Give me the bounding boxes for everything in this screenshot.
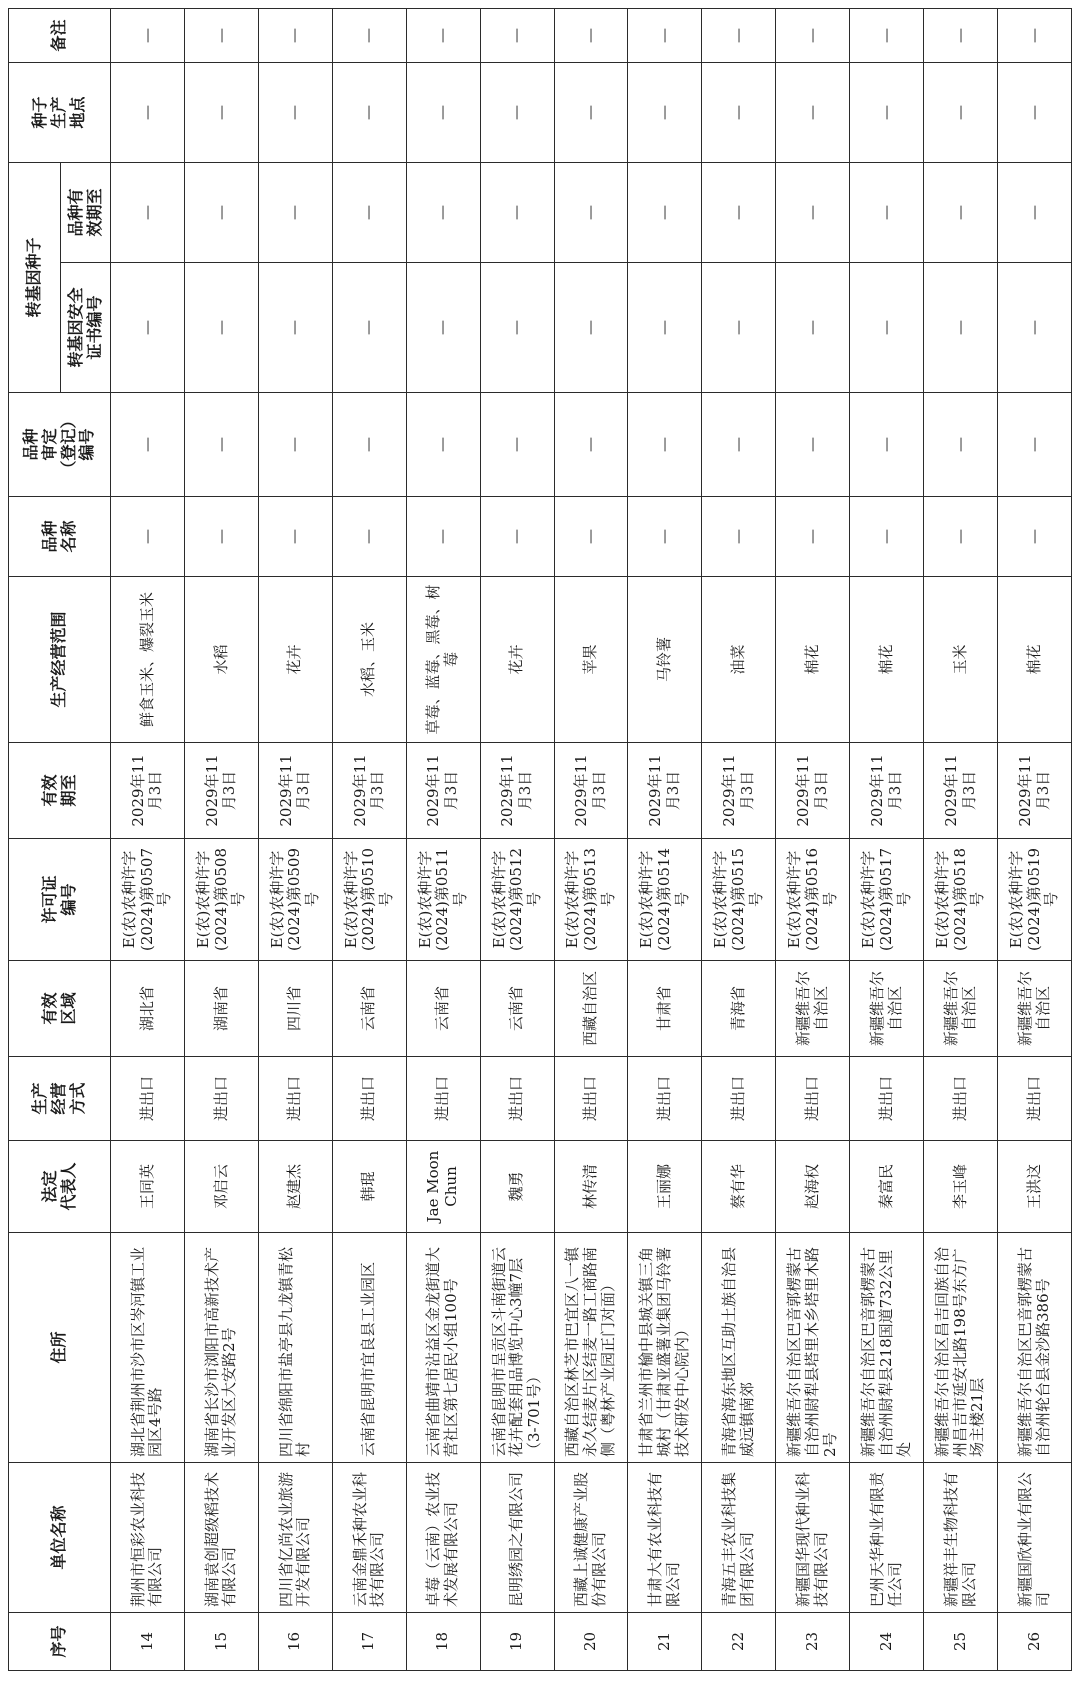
cell-variety-name: — <box>628 497 702 577</box>
cell-unit-name: 新疆国华现代种业科技有限公司 <box>776 1463 850 1613</box>
cell-validity: 2029年11月3日 <box>184 743 258 839</box>
cell-business-mode: 进出口 <box>850 1057 924 1141</box>
cell-unit-name: 西藏上诚健康产业股份有限公司 <box>554 1463 628 1613</box>
cell-valid-region: 云南省 <box>406 961 480 1057</box>
cell-address: 云南省曲靖市沾益区金龙街道大营社区第七居民小组100号 <box>406 1233 480 1463</box>
cell-legal-rep: Jae Moon Chun <box>406 1141 480 1233</box>
cell-legal-rep: 秦富民 <box>850 1141 924 1233</box>
cell-address: 云南省昆明市呈贡区斗南街道云花卉配套用品博览中心3幢7层（3-701号） <box>480 1233 554 1463</box>
cell-production-location: — <box>258 62 332 162</box>
cell-unit-name: 昆明绣园之有限公司 <box>480 1463 554 1613</box>
header-gm-variety-validity-text: 品种有 效期至 <box>65 188 104 237</box>
cell-gm-cert-no: — <box>332 263 406 393</box>
cell-legal-rep: 王丽娜 <box>628 1141 702 1233</box>
cell-business-scope: 棉花 <box>998 577 1072 743</box>
cell-unit-name: 卓莓（云南）农业技术发展有限公司 <box>406 1463 480 1613</box>
cell-seq: 15 <box>184 1613 258 1671</box>
cell-valid-region: 新疆维吾尔自治区 <box>998 961 1072 1057</box>
cell-address: 湖北省荆州市沙市区岑河镇工业园区4号路 <box>111 1233 185 1463</box>
cell-valid-region: 新疆维吾尔自治区 <box>850 961 924 1057</box>
cell-validity: 2029年11月3日 <box>258 743 332 839</box>
cell-address: 新疆维吾尔自治区巴音郭楞蒙古自治州尉犁县塔里木乡塔里木路2号 <box>776 1233 850 1463</box>
header-variety-name <box>9 497 111 577</box>
cell-business-scope: 水稻 <box>184 577 258 743</box>
cell-seq: 24 <box>850 1613 924 1671</box>
cell-variety-name: — <box>554 497 628 577</box>
cell-business-mode: 进出口 <box>184 1057 258 1141</box>
cell-seq: 17 <box>332 1613 406 1671</box>
header-license-no <box>9 839 111 961</box>
cell-variety-name: — <box>184 497 258 577</box>
cell-production-location: — <box>184 62 258 162</box>
cell-gm-cert-no: — <box>850 263 924 393</box>
cell-business-mode: 进出口 <box>776 1057 850 1141</box>
cell-production-location: — <box>111 62 185 162</box>
cell-remark: — <box>111 8 185 62</box>
header-seq: 序号 <box>9 1613 111 1671</box>
cell-business-scope: 油菜 <box>702 577 776 743</box>
cell-license-no: E(农)农种许字(2024)第0514号 <box>628 839 702 961</box>
cell-valid-region: 新疆维吾尔自治区 <box>776 961 850 1057</box>
cell-business-mode: 进出口 <box>480 1057 554 1141</box>
cell-remark: — <box>406 8 480 62</box>
cell-legal-rep: 魏勇 <box>480 1141 554 1233</box>
cell-valid-region: 云南省 <box>332 961 406 1057</box>
cell-business-mode: 进出口 <box>628 1057 702 1141</box>
cell-validity: 2029年11月3日 <box>554 743 628 839</box>
cell-variety-reg-no: — <box>406 393 480 497</box>
table-row <box>924 8 998 1670</box>
cell-production-location: — <box>924 62 998 162</box>
table-row <box>628 8 702 1670</box>
cell-gm-variety-validity: — <box>628 162 702 262</box>
cell-unit-name: 新疆祥丰生物科技有限公司 <box>924 1463 998 1613</box>
cell-gm-variety-validity: — <box>776 162 850 262</box>
cell-seq: 21 <box>628 1613 702 1671</box>
cell-gm-variety-validity: — <box>702 162 776 262</box>
cell-remark: — <box>258 8 332 62</box>
cell-valid-region: 湖南省 <box>184 961 258 1057</box>
cell-seq: 20 <box>554 1613 628 1671</box>
cell-gm-cert-no: — <box>406 263 480 393</box>
cell-gm-cert-no: — <box>554 263 628 393</box>
cell-address: 湖南省长沙市浏阳市高新技术产业开发区大安路2号 <box>184 1233 258 1463</box>
cell-variety-name: — <box>924 497 998 577</box>
header-business-mode <box>9 1057 111 1141</box>
cell-legal-rep: 赵海权 <box>776 1141 850 1233</box>
table-row <box>702 8 776 1670</box>
cell-business-scope: 花卉 <box>258 577 332 743</box>
cell-remark: — <box>480 8 554 62</box>
cell-license-no: E(农)农种许字(2024)第0518号 <box>924 839 998 961</box>
cell-gm-variety-validity: — <box>406 162 480 262</box>
cell-validity: 2029年11月3日 <box>480 743 554 839</box>
cell-business-scope: 鲜食玉米、爆裂玉米 <box>111 577 185 743</box>
cell-production-location: — <box>776 62 850 162</box>
table-row <box>258 8 332 1670</box>
header-address: 住所 <box>9 1233 111 1463</box>
cell-valid-region: 云南省 <box>480 961 554 1057</box>
cell-variety-name: — <box>480 497 554 577</box>
header-remark: 备注 <box>9 8 111 62</box>
header-business-mode-text: 生产 经营 方式 <box>30 1082 87 1115</box>
cell-variety-reg-no: — <box>924 393 998 497</box>
cell-license-no: E(农)农种许字(2024)第0516号 <box>776 839 850 961</box>
cell-variety-reg-no: — <box>111 393 185 497</box>
cell-legal-rep: 蔡有华 <box>702 1141 776 1233</box>
cell-license-no: E(农)农种许字(2024)第0509号 <box>258 839 332 961</box>
cell-gm-variety-validity: — <box>998 162 1072 262</box>
cell-seq: 26 <box>998 1613 1072 1671</box>
cell-variety-name: — <box>258 497 332 577</box>
cell-production-location: — <box>850 62 924 162</box>
cell-gm-variety-validity: — <box>480 162 554 262</box>
cell-legal-rep: 林传清 <box>554 1141 628 1233</box>
cell-business-scope: 马铃薯 <box>628 577 702 743</box>
cell-validity: 2029年11月3日 <box>111 743 185 839</box>
table-row <box>776 8 850 1670</box>
cell-remark: — <box>998 8 1072 62</box>
header-variety-reg-no-text: 品种 审定 （登记） 编号 <box>20 412 97 477</box>
cell-address: 新疆维吾尔自治区巴音郭楞蒙古自治州尉犁县218国道732公里处 <box>850 1233 924 1463</box>
cell-gm-cert-no: — <box>628 263 702 393</box>
cell-address: 新疆维吾尔自治区昌吉回族自治州昌吉市延安北路198号东方广场主楼21层 <box>924 1233 998 1463</box>
cell-valid-region: 西藏自治区 <box>554 961 628 1057</box>
table-body <box>111 8 1072 1670</box>
cell-valid-region: 青海省 <box>702 961 776 1057</box>
cell-variety-reg-no: — <box>480 393 554 497</box>
header-production-location <box>9 62 111 162</box>
cell-unit-name: 青海五丰农业科技集团有限公司 <box>702 1463 776 1613</box>
cell-variety-name: — <box>406 497 480 577</box>
cell-license-no: E(农)农种许字(2024)第0515号 <box>702 839 776 961</box>
header-gm-cert-no <box>61 263 111 393</box>
cell-unit-name: 甘肃大有农业科技有限公司 <box>628 1463 702 1613</box>
cell-variety-name: — <box>111 497 185 577</box>
header-production-location-text: 种子 生产 地点 <box>30 96 87 129</box>
table-row <box>111 8 185 1670</box>
header-row-1 <box>9 8 61 1670</box>
cell-business-mode: 进出口 <box>998 1057 1072 1141</box>
cell-address: 云南省昆明市宜良县工业园区 <box>332 1233 406 1463</box>
cell-unit-name: 荆州市恒彩农业科技有限公司 <box>111 1463 185 1613</box>
cell-variety-reg-no: — <box>184 393 258 497</box>
cell-legal-rep: 邓启云 <box>184 1141 258 1233</box>
cell-legal-rep: 韩琨 <box>332 1141 406 1233</box>
header-unit-name: 单位名称 <box>9 1463 111 1613</box>
cell-unit-name: 新疆国欣种业有限公司 <box>998 1463 1072 1613</box>
cell-business-mode: 进出口 <box>554 1057 628 1141</box>
cell-validity: 2029年11月3日 <box>628 743 702 839</box>
cell-business-mode: 进出口 <box>332 1057 406 1141</box>
cell-variety-name: — <box>332 497 406 577</box>
table-row <box>184 8 258 1670</box>
cell-remark: — <box>628 8 702 62</box>
cell-seq: 25 <box>924 1613 998 1671</box>
cell-seq: 18 <box>406 1613 480 1671</box>
cell-production-location: — <box>332 62 406 162</box>
header-legal-rep <box>9 1141 111 1233</box>
table-row <box>480 8 554 1670</box>
cell-valid-region: 湖北省 <box>111 961 185 1057</box>
cell-address: 西藏自治区林芝市巴宜区八一镇永久结麦片区结麦一路工商路南侧（粤林产业园正门对面） <box>554 1233 628 1463</box>
cell-production-location: — <box>406 62 480 162</box>
cell-business-scope: 棉花 <box>850 577 924 743</box>
cell-variety-reg-no: — <box>258 393 332 497</box>
header-variety-reg-no <box>9 393 111 497</box>
cell-license-no: E(农)农种许字(2024)第0507号 <box>111 839 185 961</box>
cell-valid-region: 四川省 <box>258 961 332 1057</box>
cell-gm-cert-no: — <box>480 263 554 393</box>
cell-unit-name: 四川省亿尚农业旅游开发有限公司 <box>258 1463 332 1613</box>
cell-unit-name: 云南金鼎禾种农业科技有限公司 <box>332 1463 406 1613</box>
cell-valid-region: 甘肃省 <box>628 961 702 1057</box>
cell-production-location: — <box>628 62 702 162</box>
cell-remark: — <box>850 8 924 62</box>
cell-address: 甘肃省兰州市榆中县城关镇三角城村（甘肃亚盛薯业集团马铃薯技术研发中心院内） <box>628 1233 702 1463</box>
cell-validity: 2029年11月3日 <box>998 743 1072 839</box>
cell-gm-variety-validity: — <box>111 162 185 262</box>
cell-remark: — <box>184 8 258 62</box>
cell-seq: 16 <box>258 1613 332 1671</box>
cell-remark: — <box>554 8 628 62</box>
cell-seq: 14 <box>111 1613 185 1671</box>
cell-gm-variety-validity: — <box>184 162 258 262</box>
cell-variety-reg-no: — <box>628 393 702 497</box>
cell-production-location: — <box>480 62 554 162</box>
cell-gm-variety-validity: — <box>332 162 406 262</box>
header-validity-text: 有效 期至 <box>39 774 78 807</box>
cell-license-no: E(农)农种许字(2024)第0513号 <box>554 839 628 961</box>
table-row <box>850 8 924 1670</box>
cell-business-scope: 苹果 <box>554 577 628 743</box>
cell-valid-region: 新疆维吾尔自治区 <box>924 961 998 1057</box>
table-row <box>998 8 1072 1670</box>
seed-license-table <box>8 8 1072 1671</box>
header-validity <box>9 743 111 839</box>
cell-variety-name: — <box>998 497 1072 577</box>
header-license-no-text: 许可证 编号 <box>39 875 78 924</box>
cell-gm-variety-validity: — <box>554 162 628 262</box>
header-gm-cert-no-text: 转基因安全 证书编号 <box>65 287 104 368</box>
cell-gm-variety-validity: — <box>258 162 332 262</box>
cell-gm-cert-no: — <box>258 263 332 393</box>
cell-unit-name: 湖南袁创超级稻技术有限公司 <box>184 1463 258 1613</box>
header-variety-name-text: 品种 名称 <box>39 520 78 553</box>
cell-variety-name: — <box>702 497 776 577</box>
cell-variety-reg-no: — <box>776 393 850 497</box>
cell-legal-rep: 王洪这 <box>998 1141 1072 1233</box>
cell-remark: — <box>702 8 776 62</box>
cell-business-scope: 花卉 <box>480 577 554 743</box>
cell-business-mode: 进出口 <box>111 1057 185 1141</box>
cell-license-no: E(农)农种许字(2024)第0508号 <box>184 839 258 961</box>
header-gm-variety-validity <box>61 162 111 262</box>
cell-unit-name: 巴州天华种业有限责任公司 <box>850 1463 924 1613</box>
cell-license-no: E(农)农种许字(2024)第0517号 <box>850 839 924 961</box>
table-row <box>406 8 480 1670</box>
cell-gm-cert-no: — <box>998 263 1072 393</box>
cell-business-mode: 进出口 <box>258 1057 332 1141</box>
cell-validity: 2029年11月3日 <box>776 743 850 839</box>
cell-remark: — <box>332 8 406 62</box>
cell-remark: — <box>776 8 850 62</box>
header-gm-seed-group: 转基因种子 <box>9 162 61 392</box>
cell-gm-variety-validity: — <box>850 162 924 262</box>
cell-variety-reg-no: — <box>332 393 406 497</box>
cell-business-mode: 进出口 <box>406 1057 480 1141</box>
cell-legal-rep: 赵建杰 <box>258 1141 332 1233</box>
cell-legal-rep: 王同英 <box>111 1141 185 1233</box>
cell-seq: 19 <box>480 1613 554 1671</box>
cell-license-no: E(农)农种许字(2024)第0512号 <box>480 839 554 961</box>
cell-gm-cert-no: — <box>702 263 776 393</box>
cell-business-mode: 进出口 <box>924 1057 998 1141</box>
cell-validity: 2029年11月3日 <box>332 743 406 839</box>
header-business-scope: 生产经营范围 <box>9 577 111 743</box>
cell-validity: 2029年11月3日 <box>850 743 924 839</box>
header-valid-region <box>9 961 111 1057</box>
header-legal-rep-text: 法定 代表人 <box>39 1162 78 1211</box>
cell-business-scope: 草莓、蓝莓、黑莓、树莓 <box>406 577 480 743</box>
cell-variety-reg-no: — <box>554 393 628 497</box>
cell-seq: 22 <box>702 1613 776 1671</box>
cell-address: 新疆维吾尔自治区巴音郭楞蒙古自治州轮台县金沙路386号 <box>998 1233 1072 1463</box>
table-row <box>332 8 406 1670</box>
cell-remark: — <box>924 8 998 62</box>
cell-license-no: E(农)农种许字(2024)第0510号 <box>332 839 406 961</box>
cell-validity: 2029年11月3日 <box>406 743 480 839</box>
cell-production-location: — <box>702 62 776 162</box>
cell-seq: 23 <box>776 1613 850 1671</box>
cell-business-scope: 棉花 <box>776 577 850 743</box>
cell-gm-cert-no: — <box>184 263 258 393</box>
cell-business-scope: 水稻、玉米 <box>332 577 406 743</box>
cell-gm-cert-no: — <box>924 263 998 393</box>
cell-legal-rep: 李玉峰 <box>924 1141 998 1233</box>
cell-license-no: E(农)农种许字(2024)第0519号 <box>998 839 1072 961</box>
cell-variety-name: — <box>850 497 924 577</box>
cell-address: 青海省海东地区互助土族自治县威远镇南郊 <box>702 1233 776 1463</box>
cell-variety-reg-no: — <box>702 393 776 497</box>
cell-variety-reg-no: — <box>998 393 1072 497</box>
table-header <box>9 8 111 1670</box>
cell-gm-variety-validity: — <box>924 162 998 262</box>
table-row <box>554 8 628 1670</box>
cell-variety-name: — <box>776 497 850 577</box>
cell-gm-cert-no: — <box>111 263 185 393</box>
cell-business-scope: 玉米 <box>924 577 998 743</box>
cell-variety-reg-no: — <box>850 393 924 497</box>
cell-license-no: E(农)农种许字(2024)第0511号 <box>406 839 480 961</box>
cell-address: 四川省绵阳市盐亭县九龙镇青松村 <box>258 1233 332 1463</box>
cell-validity: 2029年11月3日 <box>702 743 776 839</box>
cell-validity: 2029年11月3日 <box>924 743 998 839</box>
cell-production-location: — <box>554 62 628 162</box>
cell-gm-cert-no: — <box>776 263 850 393</box>
cell-production-location: — <box>998 62 1072 162</box>
header-valid-region-text: 有效 区域 <box>39 992 78 1025</box>
cell-business-mode: 进出口 <box>702 1057 776 1141</box>
